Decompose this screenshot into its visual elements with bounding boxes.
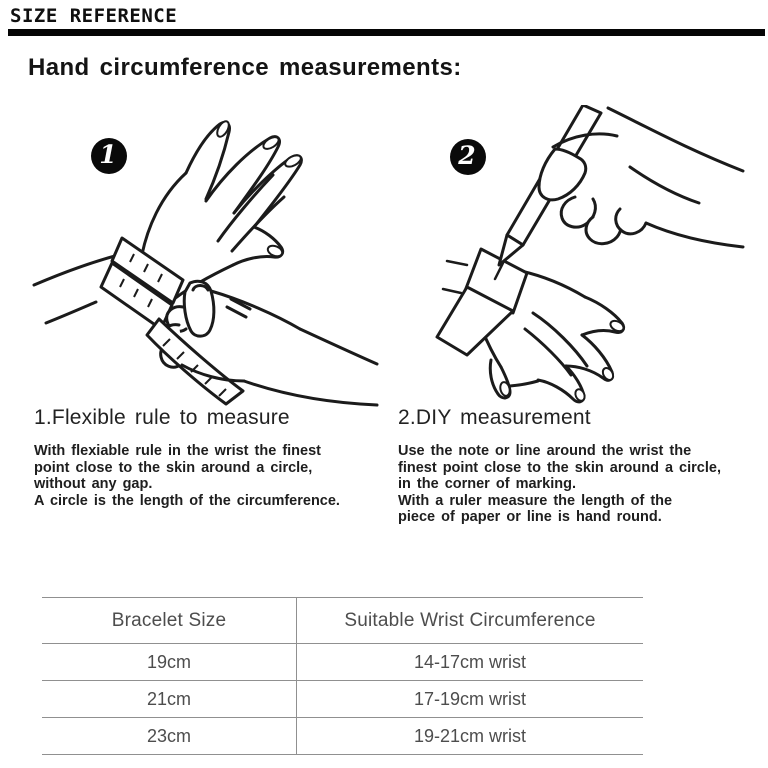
bracelet-size-value: 23cm: [42, 718, 297, 754]
step-1-line-4: A circle is the length of the circumference.: [34, 492, 340, 509]
holding-thumb: [184, 281, 214, 336]
size-table-header-row: [42, 598, 643, 644]
bracelet-size-value: 21cm: [42, 681, 297, 717]
step-2-line-2: finest point close to the skin around a circle,: [398, 459, 721, 476]
step-2-section: [398, 406, 758, 526]
size-table-row: [42, 718, 643, 755]
header-divider-bar: [8, 29, 765, 36]
wrist-circumference-value: 17-19cm wrist: [413, 688, 527, 709]
step-2-line-4: With a ruler measure the length of the: [398, 492, 673, 509]
page-header-label: SIZE REFERENCE: [10, 5, 178, 27]
paper-strip: [437, 249, 527, 355]
size-table-header-wrist-circumference: Suitable Wrist Circumference: [344, 609, 596, 631]
step-1-section: [34, 406, 394, 509]
step-2-line-5: piece of paper or line is hand round.: [398, 509, 662, 525]
size-table-header-bracelet-size: Bracelet Size: [42, 598, 297, 643]
size-table-row: [42, 644, 643, 681]
step-1-heading: 1.Flexible rule to measure: [34, 406, 290, 429]
size-table: [42, 597, 643, 755]
step-2-description: [398, 443, 758, 526]
step-1-line-3: without any gap.: [34, 476, 153, 492]
gripping-fist: [539, 149, 646, 244]
step-1-line-2: point close to the skin around a circle,: [34, 459, 313, 476]
tape-measure-illustration: [30, 113, 382, 408]
step-2-line-3: in the corner of marking.: [398, 476, 576, 492]
step-2-line-1: Use the note or line around the wrist the: [398, 443, 692, 459]
step-1-line-1: With flexiable rule in the wrist the finest: [34, 443, 321, 459]
pen-marking-illustration: [415, 105, 745, 405]
page-title: Hand circumference measurements:: [28, 54, 462, 81]
step-1-description: [34, 443, 394, 509]
size-table-row: [42, 681, 643, 718]
step-2-heading: 2.DIY measurement: [398, 406, 591, 429]
bracelet-size-value: 19cm: [42, 644, 297, 680]
wrist-circumference-value: 19-21cm wrist: [413, 725, 527, 746]
step-1-badge-number: 1: [99, 139, 117, 169]
wrist-circumference-value: 14-17cm wrist: [413, 651, 527, 672]
step-2-badge-number: 2: [458, 140, 476, 170]
